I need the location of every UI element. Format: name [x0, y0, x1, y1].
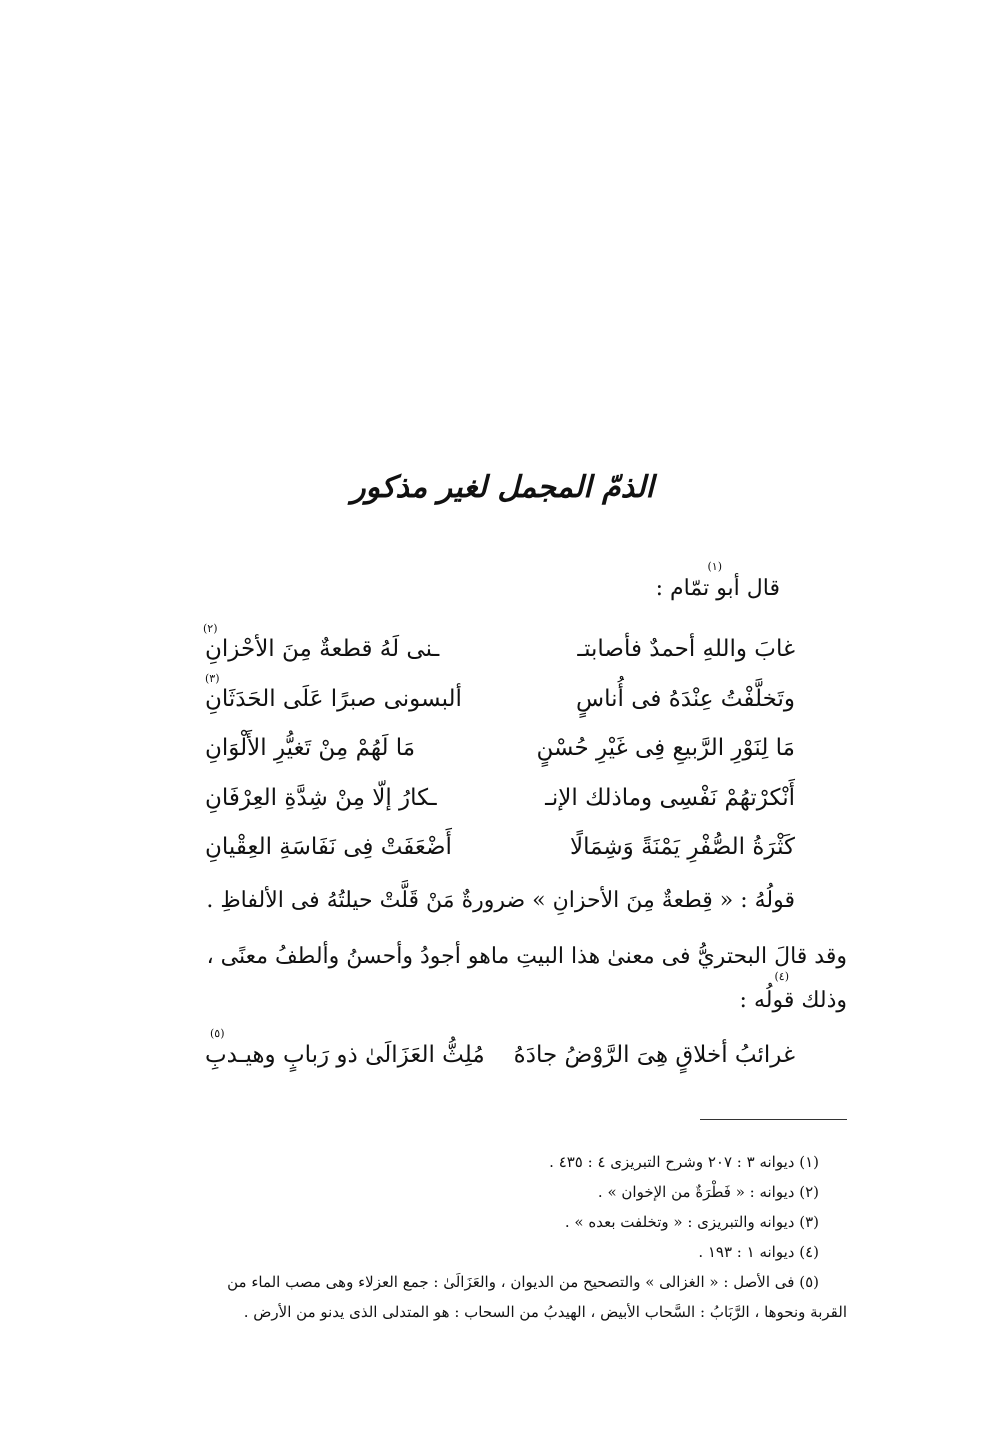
verse-line-2: [205, 686, 795, 726]
verse-first-hemistich: غرائبُ أخلاقٍ هِىَ الرَّوْضُ جادَهُ: [513, 1042, 795, 1068]
intro-line: قال أبو تمّام :: [655, 576, 780, 601]
footnote-marker-2: (٢): [203, 622, 218, 635]
verse-second-hemistich: مُلِثُّ العَزَالَىٰ ذو رَبابٍ وهيـدبِ: [205, 1042, 485, 1068]
buhturi-verse-line: [205, 1042, 795, 1082]
verse-first-hemistich: وتَخلَّفْتُ عِنْدَهُ فى أُناسٍ: [576, 686, 795, 712]
section-title: الذمّ المجمل لغير مذكور: [351, 470, 654, 505]
footnote-3: (٣) ديوانه والتبريزى : « وتخلفت بعده » .: [564, 1213, 819, 1231]
commentary-paragraph: قولُهُ : « قِطعةٌ مِنَ الأحزانِ » ضرورةٌ مَنْ قَلَّتْ حيلتُهُ فى الألفاظِ .: [206, 888, 795, 913]
footnote-5: (٥) فى الأصل : « الغزالى » والتصحيح من الديوان ، والعَزَالَىٰ : جمع العزلاء وهى مصب الماء من: [227, 1273, 819, 1291]
footnote-2: (٢) ديوانه : « فَطْرَةٌ من الإخوان » .: [597, 1183, 819, 1201]
verse-line-4: [205, 785, 795, 825]
verse-first-hemistich: غابَ واللهِ أحمدٌ فأصابتـ: [577, 636, 795, 662]
verse-line-3: [205, 735, 795, 775]
footnote-separator: [700, 1119, 847, 1120]
footnote-4: (٤) ديوانه ١ : ١٩٣ .: [698, 1243, 819, 1261]
verse-line-5: [205, 834, 795, 874]
verse-second-hemistich: ألبسونى صبرًا عَلَى الحَدَثَانِ: [205, 686, 462, 712]
verse-first-hemistich: مَا لِنَوْرِ الرَّبيعِ فِى غَيْرِ حُسْنٍ: [536, 735, 795, 761]
footnote-marker-4: (٤): [774, 970, 789, 983]
verse-second-hemistich: مَا لَهُمْ مِنْ تَغيُّرِ الأَلْوَانِ: [205, 735, 416, 761]
footnote-marker-1: (١): [707, 560, 722, 573]
footnote-marker-3: (٣): [205, 672, 220, 685]
buhturi-intro-line-2: وذلك قولُه :: [739, 988, 847, 1013]
footnote-1: (١) ديوانه ٣ : ٢٠٧ وشرح التبريزى ٤ : ٤٣٥ .: [549, 1153, 819, 1171]
verse-second-hemistich: ـكارُ إلّا مِنْ شِدَّةِ العِرْفَانِ: [205, 785, 437, 811]
footnote-5-continued: القربة ونحوها ، الرَّبَابُ : السَّحاب الأبيض ، الهيدبُ من السحاب : هو المتدلى الذى يدنو من الأرض .: [243, 1303, 847, 1321]
footnote-marker-5: (٥): [210, 1027, 225, 1040]
verse-line-1: [205, 636, 795, 676]
verse-second-hemistich: أَضْعَفَتْ فِى نَفَاسَةِ العِقْيانِ: [205, 834, 452, 860]
buhturi-intro-line: وقد قالَ البحتريُّ فى معنىٰ هذا البيتِ ماهو أجودُ وأحسنُ وألطفُ معنًى ،: [206, 944, 847, 969]
verse-second-hemistich: ـنى لَهُ قطعةٌ مِنَ الأحْزانِ: [205, 636, 440, 662]
verse-first-hemistich: كَثْرَةُ الصُّفْرِ يَمْنَةً وَشِمَالًا: [569, 834, 795, 860]
verse-first-hemistich: أَنْكرْتهُمْ نَفْسِى وماذلك الإنـ: [545, 785, 795, 811]
